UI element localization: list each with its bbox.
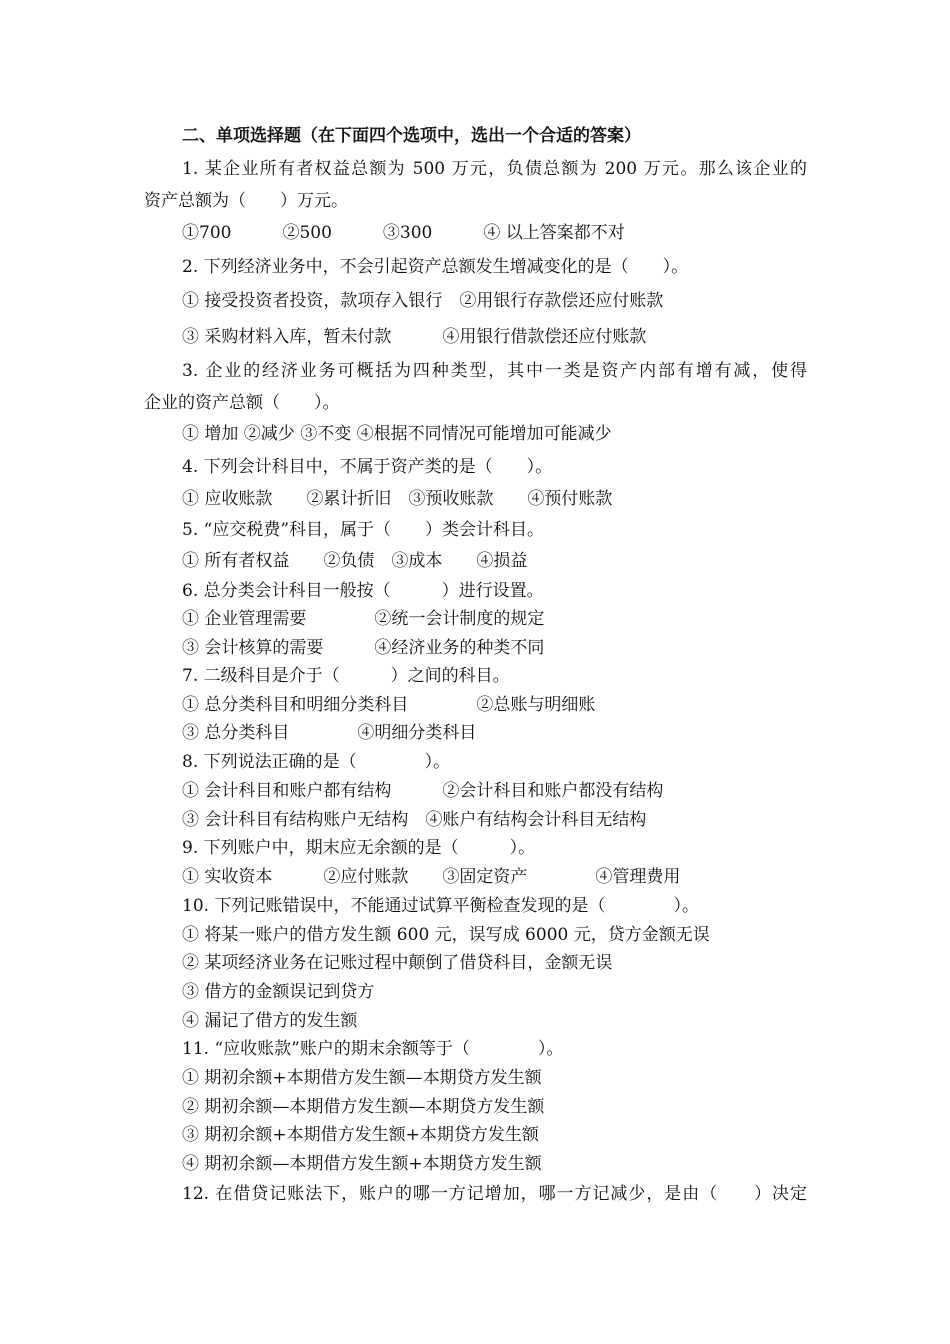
question-6-option-line2: ③ 会计核算的需要 ④经济业务的种类不同 (182, 638, 545, 658)
question-7-option-line2: ③ 总分类科目 ④明细分类科目 (182, 723, 477, 743)
section-heading: 二、单项选择题（在下面四个选项中，选出一个合适的答案） (182, 126, 641, 146)
question-8-option-line1: ① 会计科目和账户都有结构 ②会计科目和账户都没有结构 (182, 781, 664, 801)
question-11-option-a: ① 期初余额+本期借方发生额—本期贷方发生额 (182, 1068, 542, 1088)
question-2-option-line1: ① 接受投资者投资，款项存入银行 ②用银行存款偿还应付账款 (182, 291, 664, 311)
question-1-stem-line2: 资产总额为（ ）万元。 (144, 191, 348, 211)
question-6-stem: 6. 总分类会计科目一般按（ ）进行设置。 (182, 581, 544, 601)
question-9-stem: 9. 下列账户中，期末应无余额的是（ ）。 (182, 838, 536, 858)
question-11-option-b: ② 期初余额—本期借方发生额—本期贷方发生额 (182, 1097, 545, 1117)
question-10-stem: 10. 下列记账错误中，不能通过试算平衡检查发现的是（ ）。 (182, 896, 699, 916)
question-11-option-d: ④ 期初余额—本期借方发生额+本期贷方发生额 (182, 1154, 542, 1174)
question-3-stem-line2: 企业的资产总额（ ）。 (144, 393, 340, 413)
question-4-options: ① 应收账款 ②累计折旧 ③预收账款 ④预付账款 (182, 489, 613, 509)
question-6-option-line1: ① 企业管理需要 ②统一会计制度的规定 (182, 609, 545, 629)
question-9-options: ① 实收资本 ②应付账款 ③固定资产 ④管理费用 (182, 867, 681, 887)
question-5-stem: 5. “应交税费”科目，属于（ ）类会计科目。 (182, 520, 545, 540)
question-2-stem: 2. 下列经济业务中，不会引起资产总额发生增减变化的是（ ）。 (182, 257, 689, 277)
question-2-option-line2: ③ 采购材料入库，暂未付款 ④用银行借款偿还应付账款 (182, 327, 647, 347)
question-11-stem: 11. “应收账款”账户的期末余额等于（ ）。 (182, 1039, 564, 1059)
question-7-stem: 7. 二级科目是介于（ ）之间的科目。 (182, 666, 510, 686)
question-4-stem: 4. 下列会计科目中，不属于资产类的是（ ）。 (182, 457, 553, 477)
question-1-options: ①700 ②500 ③300 ④ 以上答案都不对 (182, 223, 625, 243)
question-12-stem: 12. 在借贷记账法下，账户的哪一方记增加，哪一方记减少，是由（ ）决定 (182, 1184, 807, 1204)
question-10-option-b: ② 某项经济业务在记账过程中颠倒了借贷科目，金额无误 (182, 953, 613, 973)
question-8-stem: 8. 下列说法正确的是（ ）。 (182, 752, 451, 772)
question-10-option-c: ③ 借方的金额误记到贷方 (182, 982, 375, 1002)
question-3-stem-line1: 3. 企业的经济业务可概括为四种类型，其中一类是资产内部有增有减，使得 (182, 361, 807, 381)
question-10-option-a: ① 将某一账户的借方发生额 600 元，误写成 6000 元，贷方金额无误 (182, 925, 710, 945)
question-7-option-line1: ① 总分类科目和明细分类科目 ②总账与明细账 (182, 695, 596, 715)
question-3-options: ① 增加 ②减少 ③不变 ④根据不同情况可能增加可能减少 (182, 424, 612, 444)
question-11-option-c: ③ 期初余额+本期借方发生额+本期贷方发生额 (182, 1125, 539, 1145)
question-8-option-line2: ③ 会计科目有结构账户无结构 ④账户有结构会计科目无结构 (182, 810, 647, 830)
question-1-stem-line1: 1. 某企业所有者权益总额为 500 万元，负债总额为 200 万元。那么该企业的 (182, 159, 807, 179)
question-10-option-d: ④ 漏记了借方的发生额 (182, 1011, 358, 1031)
question-5-options: ① 所有者权益 ②负债 ③成本 ④损益 (182, 551, 528, 571)
